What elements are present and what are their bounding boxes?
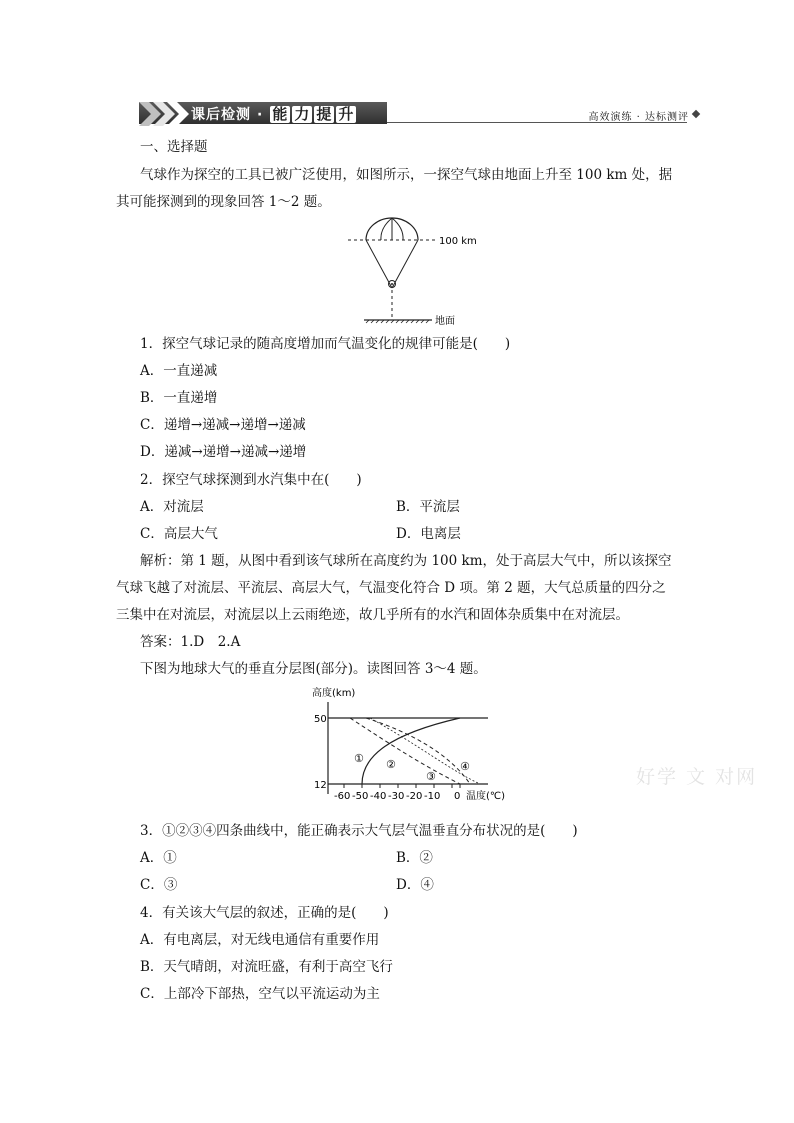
x-tick: -20 [406,791,423,802]
x-tick: -10 [424,791,441,802]
y-tick-12: 12 [314,780,327,791]
page-header [139,100,699,128]
header-char: 提 [316,105,333,123]
curve-label-2: ② [386,758,396,771]
x-tick: 0 [454,791,461,802]
header-char: 升 [338,105,355,123]
q4-option-b: B．天气晴朗，对流旺盛，有利于高空飞行 [140,959,393,975]
q4-stem: 4．有关该大气层的叙述，正确的是( ) [140,905,389,921]
curve-4 [366,718,470,784]
curve-label-1: ① [354,752,364,765]
analysis-line1: 解析：第 1 题，从图中看到该气球所在高度约为 100 km，处于高层大气中，所以该探空 [140,553,672,569]
x-tick: -30 [388,791,405,802]
intro1-line1: 气球作为探空的工具已被广泛使用，如图所示，一探空气球由地面上升至 100 km 处，据 [140,167,673,183]
x-tick: -60 [334,791,351,802]
header-title-main: 课后检测 [191,107,251,123]
y-axis-label: 高度(km) [312,688,356,699]
q1-option-b: B．一直递增 [140,390,218,406]
q2-option-d: D．电离层 [396,526,461,542]
q3-option-c: C．③ [140,877,178,893]
header-char: 能 [272,105,289,123]
ground-label: 地面 [435,316,455,327]
analysis-line3: 三集中在对流层，对流层以上云雨绝迹，故几乎所有的水汽和固体杂质集中在对流层。 [116,607,629,623]
q3-stem: 3．①②③④四条曲线中，能正确表示大气层气温垂直分布状况的是( ) [140,823,578,839]
q2-option-a: A．对流层 [140,499,204,515]
y-tick-50: 50 [314,714,327,725]
q2-option-c: C．高层大气 [140,526,218,542]
intro1-line2: 其可能探测到的现象回答 1～2 题。 [116,194,331,210]
header-char: 力 [294,105,311,123]
q3-option-b: B．② [396,850,433,866]
q1-option-c: C．递增→递减→递增→递减 [140,417,306,433]
header-title-strong [269,105,357,123]
q1-option-a: A．一直递减 [140,363,218,379]
analysis-line2: 气球飞越了对流层、平流层、高层大气，气温变化符合 D 项。第 2 题，大气总质量的四分之 [116,580,666,596]
q3-option-d: D．④ [396,877,434,893]
header-title-dot: · [257,107,264,123]
curve-label-4: ④ [460,760,470,773]
section-title: 一、选择题 [140,139,208,155]
intro2: 下图为地球大气的垂直分层图(部分)。读图回答 3～4 题。 [140,661,487,677]
q2-stem: 2．探空气球探测到水汽集中在( ) [140,472,362,488]
q4-option-a: A．有电离层，对无线电通信有重要作用 [140,932,380,948]
diamond-icon [692,110,700,118]
q2-option-b: B．平流层 [396,499,460,515]
curve-1 [362,718,460,784]
q4-option-c: C．上部冷下部热，空气以平流运动为主 [140,986,380,1002]
balloon-figure [340,212,480,330]
watermark: 好学 文 对网 [636,766,758,788]
answer: 答案：1.D 2.A [140,634,241,650]
x-axis-label: 温度(℃) [466,791,506,802]
header-right-text: 高效演练 · 达标测评 [588,112,689,123]
q1-stem: 1．探空气球记录的随高度增加而气温变化的规律可能是( ) [140,336,511,352]
curve-2 [350,718,460,784]
x-tick: -40 [370,791,387,802]
q3-option-a: A．① [140,850,177,866]
altitude-label: 100 km [439,236,477,247]
q1-option-d: D．递减→递增→递减→递增 [140,444,307,460]
atmosphere-diagram [300,684,520,806]
header-title [191,104,357,124]
chevron-right-icon [139,100,191,128]
curve-label-3: ③ [426,770,436,783]
x-tick: -50 [352,791,369,802]
